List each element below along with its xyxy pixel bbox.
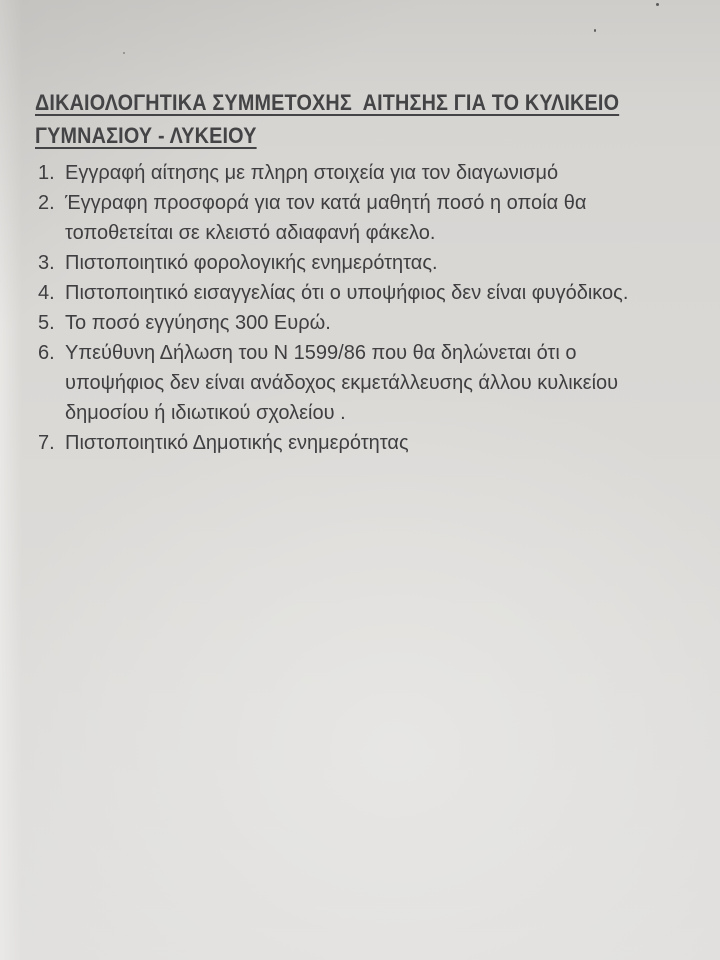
list-item <box>35 158 695 188</box>
list-item <box>35 428 695 458</box>
list-item-number: 4. <box>38 282 55 304</box>
requirements-list <box>35 158 695 458</box>
photo-speck <box>123 52 125 54</box>
list-item-number: 2. <box>38 192 55 214</box>
list-item <box>35 248 695 278</box>
document-title <box>35 86 695 152</box>
list-item <box>35 188 695 248</box>
list-item-number: 3. <box>38 252 55 274</box>
list-item-number: 7. <box>38 432 55 454</box>
list-item-number: 1. <box>38 162 55 184</box>
list-item-number: 6. <box>38 342 55 364</box>
document-title-line1: ΔΙΚΑΙΟΛΟΓΗΤΙΚΑ ΣΥΜΜΕΤΟΧΗΣ ΑΙΤΗΣΗΣ ΓΙΑ ΤΟ ΚΥΛΙΚΕΙΟ <box>35 90 620 115</box>
list-item-text: Το ποσό εγγύησης 300 Ευρώ. <box>65 312 331 334</box>
photo-speck <box>594 29 596 32</box>
list-item-number: 5. <box>38 312 55 334</box>
list-item-text: Υπεύθυνη Δήλωση του Ν 1599/86 που θα δηλώνεται ότι ο υποψήφιος δεν είναι ανάδοχος εκμετάλλευσης άλλου κυλικείου δημοσίου ή ιδιωτικού σχολείου . <box>65 342 624 424</box>
list-item-text: Έγγραφη προσφορά για τον κατά μαθητή ποσό η οποία θα τοποθετείται σε κλειστό αδιαφανή φάκελο. <box>65 192 592 244</box>
document-content <box>35 86 695 458</box>
list-item-text: Πιστοποιητικό Δημοτικής ενημερότητας <box>65 432 409 454</box>
list-item <box>35 308 695 338</box>
list-item-text: Εγγραφή αίτησης με πληρη στοιχεία για τον διαγωνισμό <box>65 162 559 184</box>
list-item-text: Πιστοποιητικό φορολογικής ενημερότητας. <box>65 252 438 274</box>
document-title-line2: ΓΥΜΝΑΣΙΟΥ - ΛΥΚΕΙΟΥ <box>35 123 257 148</box>
list-item <box>35 278 695 308</box>
list-item <box>35 338 695 428</box>
photo-speck <box>656 3 659 6</box>
list-item-text: Πιστοποιητικό εισαγγελίας ότι ο υποψήφιος δεν είναι φυγόδικος. <box>65 282 629 304</box>
